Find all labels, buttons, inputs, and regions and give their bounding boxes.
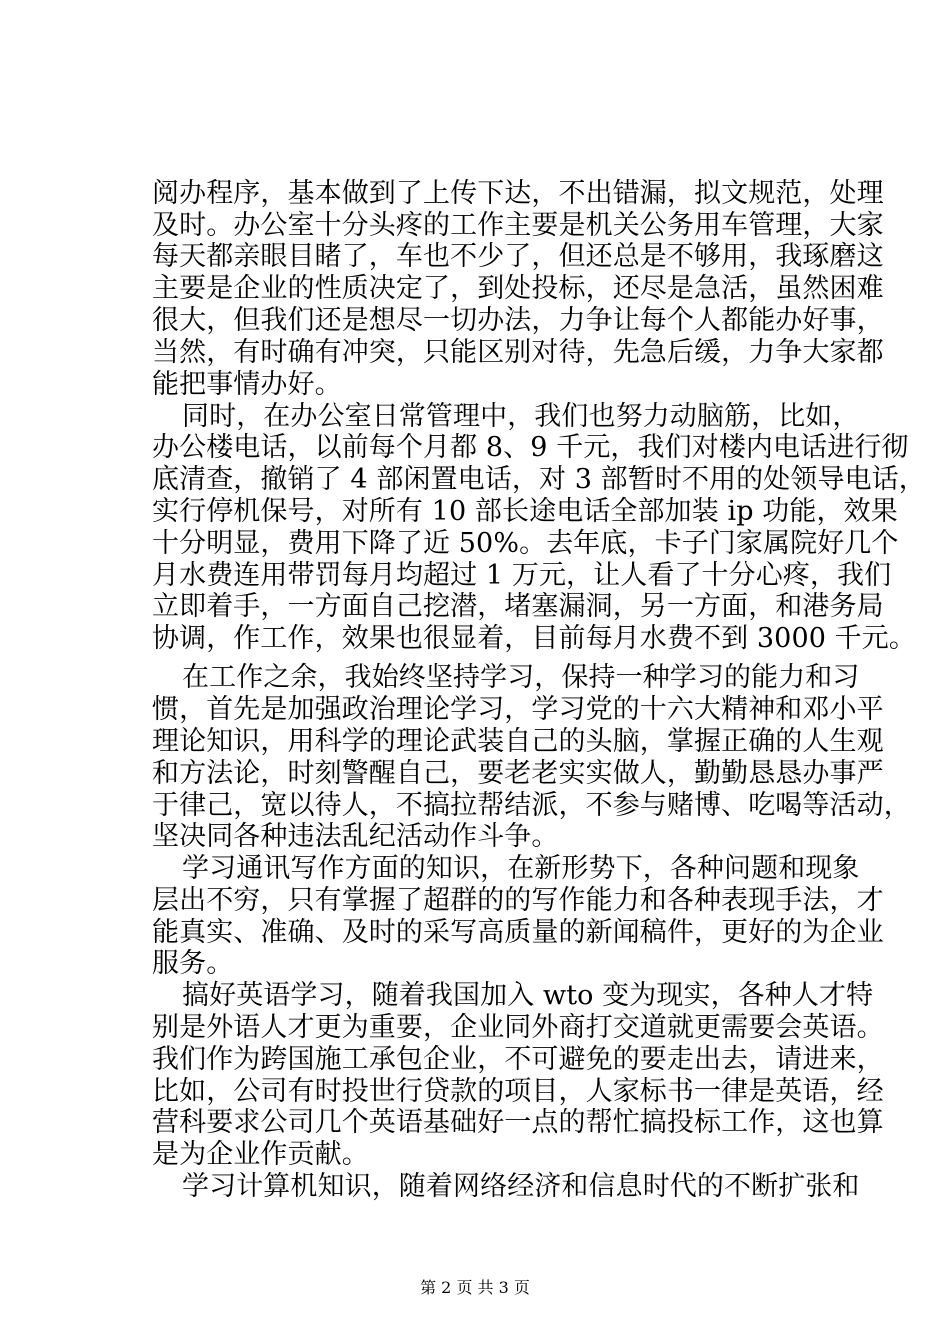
page-number-footer: 第 2 页 共 3 页 — [420, 1278, 530, 1297]
text-line: 惯，首先是加强政治理论学习，学习党的十六大精神和邓小平 — [152, 694, 884, 725]
text-line: 坚决同各种违法乱纪活动作斗争。 — [152, 821, 559, 852]
text-line: 很大，但我们还是想尽一切办法，力争让每个人都能办好事， — [152, 305, 884, 336]
text-line: 理论知识，用科学的理论武装自己的头脑，掌握正确的人生观 — [152, 726, 884, 757]
text-line: 我们作为跨国施工承包企业，不可避免的要走出去，请进来， — [152, 1044, 884, 1075]
text-line: 主要是企业的性质决定了，到处投标，还尽是急活，虽然困难 — [152, 273, 884, 304]
text-line: 十分明显，费用下降了近 50%。去年底，卡子门家属院好几个 — [152, 528, 899, 559]
text-line: 服务。 — [152, 948, 234, 979]
text-line: 当然，有时确有冲突，只能区别对待，先急后缓，力争大家都 — [152, 337, 884, 368]
text-line: 和方法论，时刻警醒自己，要老老实实做人，勤勤恳恳办事严 — [152, 758, 884, 789]
text-line: 立即着手，一方面自己挖潜，堵塞漏洞，另一方面，和港务局 — [152, 591, 884, 622]
text-line: 月水费连用带罚每月均超过 1 万元，让人看了十分心疼，我们 — [152, 560, 892, 591]
text-line: 能真实、准确、及时的采写高质量的新闻稿件，更好的为企业 — [152, 917, 884, 948]
text-line: 及时。办公室十分头疼的工作主要是机关公务用车管理，大家 — [152, 210, 884, 241]
paragraph-start-line: 学习计算机知识，随着网络经济和信息时代的不断扩张和 — [182, 1171, 860, 1202]
text-line: 于律己，宽以待人，不搞拉帮结派，不参与赌博、吃喝等活动， — [152, 790, 911, 821]
text-line: 每天都亲眼目睹了，车也不少了，但还总是不够用，我琢磨这 — [152, 241, 884, 272]
text-line: 阅办程序，基本做到了上传下达，不出错漏，拟文规范，处理 — [152, 178, 884, 209]
paragraph-start-line: 搞好英语学习，随着我国加入 wto 变为现实，各种人才特 — [182, 980, 874, 1011]
paragraph-start-line: 在工作之余，我始终坚持学习，保持一种学习的能力和习 — [182, 662, 860, 693]
text-line: 底清查，撤销了 4 部闲置电话，对 3 部暂时不用的处领导电话， — [152, 464, 926, 495]
text-line: 别是外语人才更为重要，企业同外商打交道就更需要会英语。 — [152, 1012, 884, 1043]
text-line: 实行停机保号，对所有 10 部长途电话全部加装 ip 功能，效果 — [152, 496, 898, 527]
paragraph-start-line: 同时，在办公室日常管理中，我们也努力动脑筋，比如， — [182, 401, 860, 432]
text-line: 能把事情办好。 — [152, 369, 342, 400]
text-line: 营科要求公司几个英语基础好一点的帮忙搞投标工作，这也算 — [152, 1107, 884, 1138]
text-line: 办公楼电话，以前每个月都 8、9 千元，我们对楼内电话进行彻 — [152, 432, 909, 463]
text-line: 比如，公司有时投世行贷款的项目，人家标书一律是英语，经 — [152, 1076, 884, 1107]
paragraph-start-line: 学习通讯写作方面的知识，在新形势下，各种问题和现象 — [182, 853, 860, 884]
text-line: 是为企业作贡献。 — [152, 1139, 369, 1170]
text-line: 层出不穷，只有掌握了超群的的写作能力和各种表现手法，才 — [152, 885, 884, 916]
text-line: 协调，作工作，效果也很显着，目前每月水费不到 3000 千元。 — [152, 623, 916, 654]
